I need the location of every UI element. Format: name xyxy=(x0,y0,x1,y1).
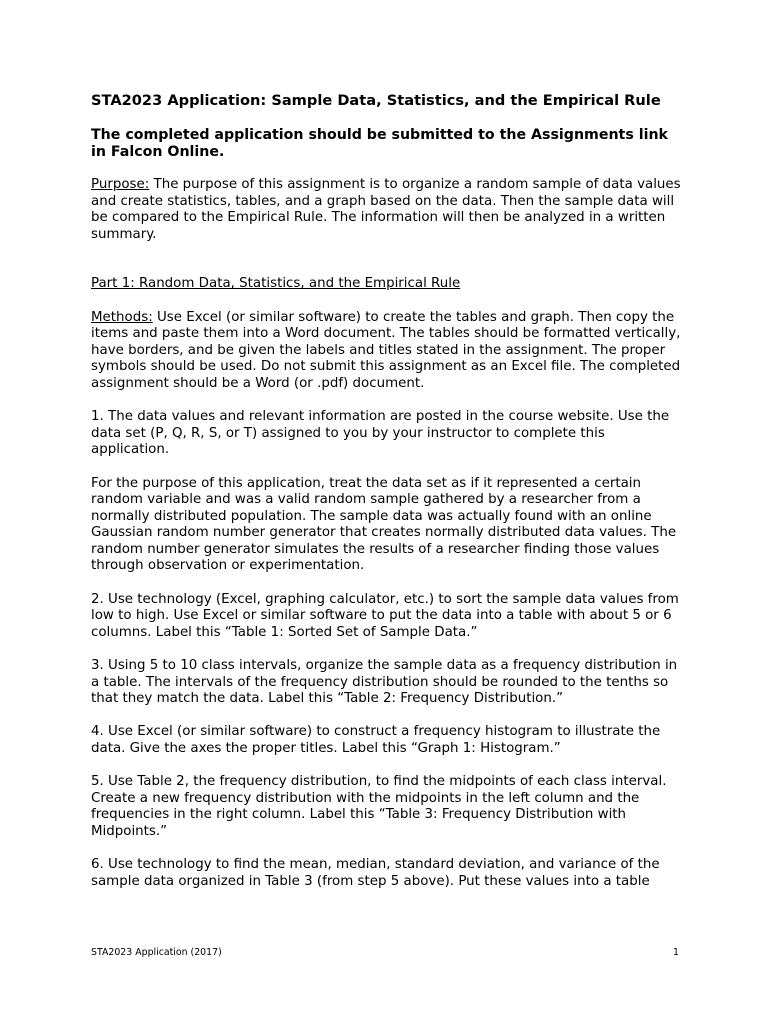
document-title: STA2023 Application: Sample Data, Statistics, and the Empirical Rule xyxy=(91,92,661,109)
step-3-paragraph: 3. Using 5 to 10 class intervals, organize the sample data as a frequency distribution in a table. The intervals of the frequency distribution should be rounded to the tenths so that they match the data. Label this “Table 2: Frequency Distribution.” xyxy=(91,658,678,707)
data-context-paragraph: For the purpose of this application, treat the data set as if it represented a certain random variable and was a valid random sample gathered by a researcher from a normally distributed population. The sample data was actually found with an online Gaussian random number generator that creates normally distributed data values. The random number generator simulates the results of a researcher finding those values through observation or experimentation. xyxy=(91,475,677,574)
step-5-paragraph: 5. Use Table 2, the frequency distribution, to find the midpoints of each class interval. Create a new frequency distribution with the midpoints in the left column and the frequencies in the right column. Label this “Table 3: Frequency Distribution with Midpoints.” xyxy=(91,774,667,839)
step-1-paragraph: 1. The data values and relevant information are posted in the course website. Use the data set (P, Q, R, S, or T) assigned to you by your instructor to complete this application. xyxy=(91,409,670,458)
purpose-text: The purpose of this assignment is to organize a random sample of data values and create statistics, tables, and a graph based on the data. Then the sample data will be compared to the Empirical Rule. The information will then be analyzed in a written summary. xyxy=(91,177,681,242)
step-2-paragraph: 2. Use technology (Excel, graphing calculator, etc.) to sort the sample data values from low to high. Use Excel or similar software to put the data into a table with about 5 or 6 columns. Label this “Table 1: Sorted Set of Sample Data.” xyxy=(91,591,679,640)
footer-document-label: STA2023 Application (2017) xyxy=(91,947,222,958)
submission-instructions: The completed application should be submitted to the Assignments link in Falcon Online. xyxy=(91,127,668,160)
step-6-paragraph: 6. Use technology to find the mean, median, standard deviation, and variance of the sample data organized in Table 3 (from step 5 above). Put these values into a table xyxy=(91,857,660,889)
part1-heading: Part 1: Random Data, Statistics, and the Empirical Rule xyxy=(91,276,461,292)
purpose-paragraph xyxy=(91,177,681,243)
methods-label: Methods: xyxy=(91,309,153,325)
methods-paragraph xyxy=(91,310,681,393)
step-4-paragraph: 4. Use Excel (or similar software) to construct a frequency histogram to illustrate the data. Give the axes the proper titles. Label this “Graph 1: Histogram.” xyxy=(91,724,661,756)
methods-text: Use Excel (or similar software) to create the tables and graph. Then copy the items and paste them into a Word document. The tables should be formatted vertically, have borders, and be given the labels and titles stated in the assignment. The proper symbols should be used. Do not submit this assignment as an Excel file. The completed assignment should be a Word (or .pdf) document. xyxy=(91,309,681,391)
document-body xyxy=(91,92,681,890)
page-number: 1 xyxy=(673,947,679,958)
purpose-label: Purpose: xyxy=(91,177,150,192)
